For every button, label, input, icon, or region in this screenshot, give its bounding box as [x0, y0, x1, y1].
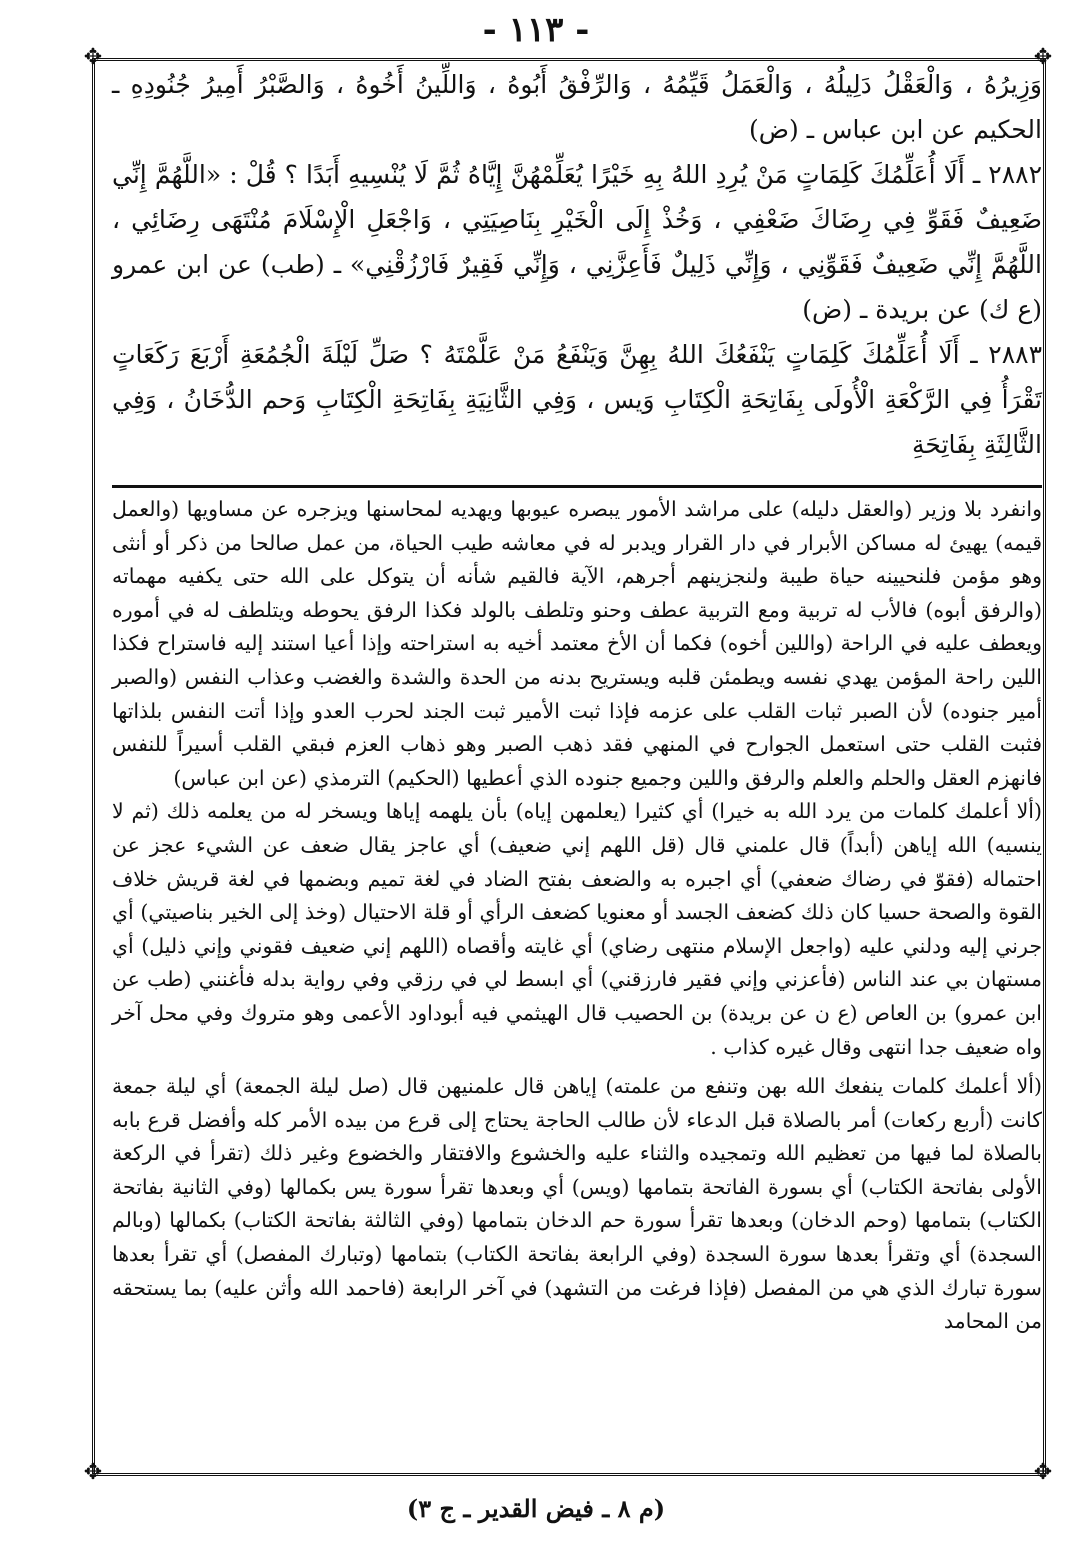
- hadith-text: [112, 62, 1042, 467]
- corner-ornament-icon: ✥: [1033, 1460, 1053, 1485]
- frame-top-border: [92, 58, 1046, 61]
- frame-left-border: [92, 58, 95, 1473]
- frame-right-border: [1043, 58, 1046, 1473]
- section-divider: [112, 485, 1042, 488]
- hadith-paragraph: وَزِيرُهُ ، وَالْعَقْلُ دَلِيلُهُ ، وَالْعَمَلُ قَيِّمُهُ ، وَالرِّفْقُ أَبُوهُ ، وَاللِّينُ أَخُوهُ ، وَالصَّبْرُ أَمِيرُ جُنُودِهِ ـ الحكيم عن ابن عباس ـ (ض): [112, 70, 1042, 144]
- page-footer: (م ٨ ـ فيض القدير ـ ج ٣): [406, 1494, 666, 1523]
- commentary-paragraph: وانفرد بلا وزير (والعقل دليله) على مراشد الأمور يبصره عيوبها ويهديه لمحاسنها ويزجره عن مساويها (والعمل قيمه) يهيئ له مساكن الأبرار في دار القرار ويدبر له في معاشه طيب الحياة، من عمل صالحا من ذكر أو أنثى وهو مؤمن فلنحيينه حياة طيبة ولنجزينهم أجرهم، الآية فالقيم شأنه أن يتوكل على الله حتى يكفيه مهماته (والرفق أبوه) فالأب له تربية ومع التربية عطف وحنو وتلطف بالولد فكذا الرفق يحوطه ويتلطف له في أموره ويعطف عليه في الراحة (واللين أخوه) فكما أن الأخ معتمد أخيه به استراحته وإذا أعيا استند إليه فاستراح فكذا اللين راحة المؤمن يهدي نفسه ويطمئن قلبه ويستريح بدنه من الحدة والشدة والغضب وعذاب النفس (والصبر أمير جنوده) لأن الصبر ثبات القلب على عزمه فإذا ثبت الأمير ثبت الجند لحرب العدو وإذا أتت النفس بلذاتها فثبت القلب حتى استعمل الجوارح في المنهي فقد ذهب الصبر وهو ذهاب العزم فبقي القلب أسيراً للنفس فانهزم العقل والحلم والعلم والرفق واللين وجميع جنوده الذي أعطيها (الحكيم) الترمذي (عن ابن عباس): [112, 497, 1042, 790]
- commentary-paragraph: (ألا أعلمك كلمات من يرد الله به خيرا) أي كثيرا (يعلمهن إياه) بأن يلهمه إياها ويسخر له من يعلمه ذلك (ثم لا ينسيه) الله إياهن (أبداً) قال علمني قال (قل اللهم إني ضعيف) أي عاجز يقال ضعف عن الشيء عجز عن احتماله (فقوّ في رضاك ضعفي) أي اجبره به والضعف بفتح الضاد في لغة تميم وبضمها في لغة قريش خلاف القوة والصحة حسيا كان ذلك كضعف الجسد أو معنويا كضعف الرأي أو قلة الاحتيال (وخذ إلى الخير بناصيتي) أي جرني إليه ودلني عليه (واجعل الإسلام منتهى رضاي) أي غايته وأقصاه (اللهم إني ضعيف فقوني وإني ذليل) أي مستهان بي عند الناس (فأعزني وإني فقير فارزقني) أي ابسط لي في رزقي وفي رواية بدله فأغنني (طب عن ابن عمرو) بن العاص (ع ن عن بريدة) بن الحصيب قال الهيثمي فيه أبوداود الأعمى وهو متروك وفي محل آخر واه ضعيف جدا انتهى وقال غيره كذاب .: [112, 799, 1042, 1059]
- corner-ornament-icon: ✥: [1033, 45, 1053, 70]
- page-number: - ١١٣ -: [482, 10, 590, 50]
- frame-bottom-border: [92, 1473, 1046, 1476]
- corner-ornament-icon: ✥: [83, 45, 103, 70]
- corner-ornament-icon: ✥: [83, 1460, 103, 1485]
- commentary-text: [112, 493, 1042, 1339]
- hadith-paragraph: ٢٨٨٣ ـ أَلَا أُعَلِّمُكَ كَلِمَاتٍ يَنْفَعُكَ اللهُ بِهِنَّ وَيَنْفَعُ مَنْ عَلَّمْتَهُ ؟ صَلِّ لَيْلَةَ الْجُمُعَةِ أَرْبَعَ رَكَعَاتٍ تَقْرَأُ فِي الرَّكْعَةِ الْأُولَى بِفَاتِحَةِ الْكِتَابِ وَيس ، وَفِي الثَّانِيَةِ بِفَاتِحَةِ الْكِتَابِ وَحم الدُّخَانُ ، وَفِي الثَّالِثَةِ بِفَاتِحَةِ: [112, 340, 1042, 459]
- commentary-paragraph: (ألا أعلمك كلمات ينفعك الله بهن وتنفع من علمته) إياهن قال علمنيهن قال (صل ليلة الجمعة) أي ليلة جمعة كانت (أربع ركعات) أمر بالصلاة قبل الدعاء لأن طالب الحاجة يحتاج إلى قرع من بيده الأمر كله وأفضل قرع بابه بالصلاة لما فيها من تعظيم الله وتمجيده والثناء عليه والخشوع والافتقار والخضوع وغير ذلك (تقرأ في الركعة الأولى بفاتحة الكتاب) أي بسورة الفاتحة بتمامها (ويس) أي وبعدها تقرأ سورة يس بكمالها (وفي الثانية بفاتحة الكتاب) بتمامها (وحم الدخان) وبعدها تقرأ سورة حم الدخان بتمامها (وفي الثالثة بفاتحة الكتاب) بكمالها (وبالم السجدة) أي وتقرأ بعدها سورة السجدة (وفي الرابعة بفاتحة الكتاب) بتمامها (وتبارك المفصل) أي تقرأ بعدها سورة تبارك الذي هي من المفصل (فإذا فرغت من التشهد) في آخر الرابعة (فاحمد الله وأثن عليه) بما يستحقه من المحامد: [112, 1074, 1042, 1334]
- hadith-paragraph: ٢٨٨٢ ـ أَلَا أُعَلِّمُكَ كَلِمَاتٍ مَنْ يُرِدِ اللهُ بِهِ خَيْرًا يُعَلِّمْهُنَّ إِيَّاهُ ثُمَّ لَا يُنْسِيهِ أَبَدًا ؟ قُلْ : «اللَّهُمَّ إِنِّي ضَعِيفٌ فَقَوِّ فِي رِضَاكَ ضَعْفِي ، وَخُذْ إِلَى الْخَيْرِ بِنَاصِيَتِي ، وَاجْعَلِ الْإِسْلَامَ مُنْتَهَى رِضَائِي ، اللَّهُمَّ إِنِّي ضَعِيفٌ فَقَوِّنِي ، وَإِنِّي ذَلِيلٌ فَأَعِزَّنِي ، وَإِنِّي فَقِيرٌ فَارْزُقْنِي» ـ (طب) عن ابن عمرو (ع ك) عن بريدة ـ (ض): [112, 160, 1042, 324]
